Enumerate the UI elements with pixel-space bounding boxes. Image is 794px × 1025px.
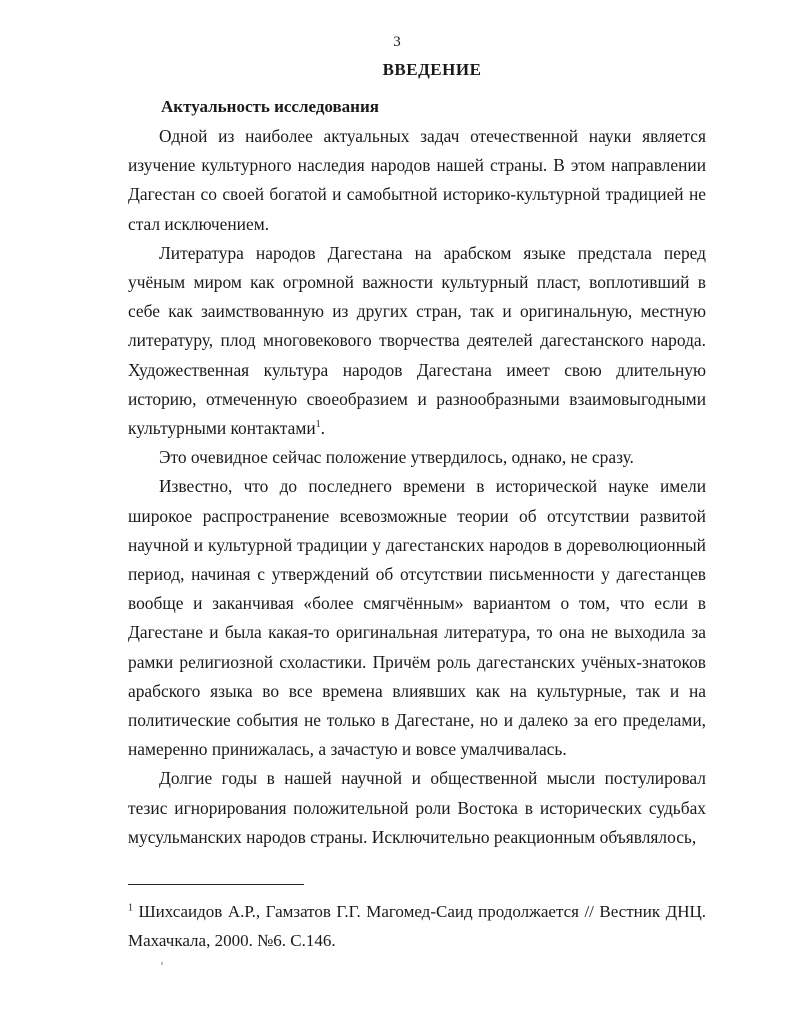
scan-speck (161, 962, 163, 965)
paragraph-text: Литература народов Дагестана на арабском языке предстала перед учёным миром как огромной важности культурный пласт, воплотивший в себе как заимствованную из других стран, так и оригинальную, местную литературу, плод многовекового творчества деятелей дагестанского народа. Художественная культура народов Дагестана имеет свою длительную историю, отмеченную своеобразием и разнообразными взаимовыгодными культурными контактами (128, 242, 706, 439)
body-text (128, 122, 706, 852)
footnote-reference: 1 (315, 419, 321, 431)
section-heading: Актуальность исследования (161, 97, 379, 116)
footnote-marker: 1 (128, 902, 133, 914)
paragraph-with-footnote (128, 239, 706, 443)
paragraph: Одной из наиболее актуальных задач отечественной науки является изучение культурного наследия народов нашей страны. В этом направлении Дагестан со своей богатой и самобытной историко-культурной традицией не стал исключением. (128, 126, 706, 234)
footnote-divider (128, 884, 304, 885)
page-title: ВВЕДЕНИЕ (382, 60, 482, 79)
paragraph-end-punctuation: . (320, 418, 326, 439)
paragraph: Известно, что до последнего времени в исторической науке имели широкое распространение всевозможные теории об отсутствии развитой научной и культурной традиции у дагестанских народов в дореволюционный период, начиная с утверждений об отсутствии письменности у дагестанцев вообще и заканчивая «более смягчённым» вариантом о том, что если в Дагестане и была какая-то оригинальная литература, то она не выходила за рамки религиозной схоластики. Причём роль дагестанских учёных-знатоков арабского языка во все времена влиявших как на культурные, так и на политические события не только в Дагестане, но и далеко за его пределами, намеренно принижалась, а зачастую и вовсе умалчивалась. (128, 476, 706, 760)
paragraph: Это очевидное сейчас положение утвердилось, однако, не сразу. (159, 447, 634, 468)
footnote (128, 897, 706, 955)
paragraph: Долгие годы в нашей научной и общественной мысли постулировал тезис игнорирования положительной роли Востока в исторических судьбах мусульманских народов страны. Исключительно реакционным объявлялось, (128, 768, 706, 847)
footnote-text: Шихсаидов А.Р., Гамзатов Г.Г. Магомед-Саид продолжается // Вестник ДНЦ. Махачкала, 2000. №6. С.146. (128, 902, 707, 950)
page-number: 3 (393, 34, 401, 50)
